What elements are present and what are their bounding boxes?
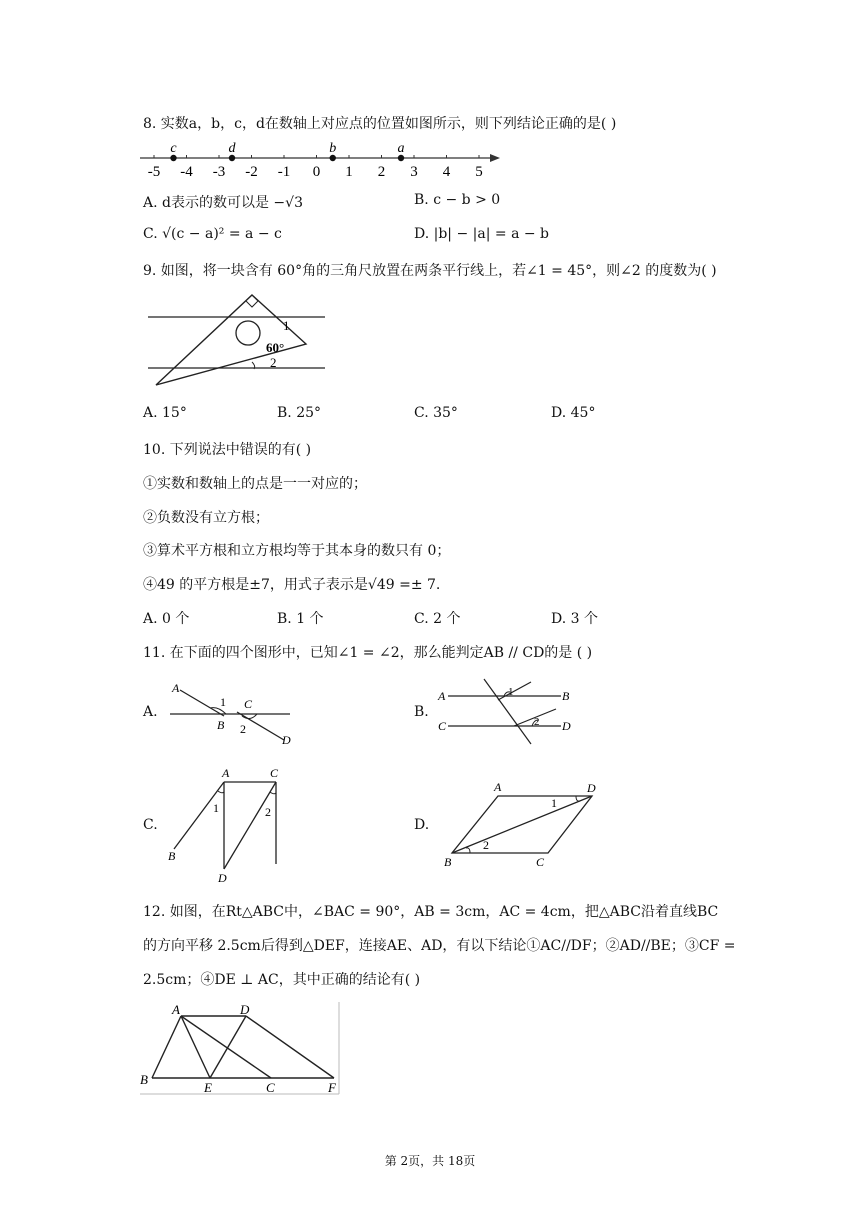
svg-text:D: D — [218, 871, 227, 885]
number-line-tick-label: -3 — [212, 164, 226, 180]
number-line-tick-label: -1 — [277, 164, 291, 180]
number-line-point-label-a: a — [397, 141, 405, 156]
q10-item-4: ④49 的平方根是±7，用式子表示是√49 =± 7. — [143, 577, 441, 593]
q10-item-3: ③算术平方根和立方根均等于其本身的数只有 0； — [143, 543, 451, 559]
q10-item-2: ②负数没有立方根； — [143, 510, 269, 526]
svg-text:2: 2 — [534, 716, 540, 728]
svg-text:1: 1 — [551, 796, 557, 810]
svg-text:A: A — [438, 689, 446, 703]
q10-stem: 10. 下列说法中错误的有( ) — [143, 442, 312, 458]
svg-text:1: 1 — [508, 686, 514, 698]
number-line-point-label-d: d — [228, 141, 236, 156]
svg-text:C: C — [266, 1080, 275, 1095]
q8-option-d: D. |b| − |a| = a − b — [414, 226, 550, 242]
svg-text:B: B — [168, 849, 176, 863]
q9-angle-60-label: 60° — [266, 340, 285, 355]
q11-stem: 11. 在下面的四个图形中，已知∠1 = ∠2，那么能判定AB // CD的是 ( ) — [143, 645, 593, 661]
number-line-tick-label: -4 — [180, 164, 193, 180]
q9-stem: 9. 如图，将一块含有 60°角的三角尺放置在两条平行线上，若∠1 = 45°，则∠2 的度数为( ) — [143, 263, 717, 279]
q10-item-1: ①实数和数轴上的点是一一对应的； — [143, 476, 367, 492]
q9-angle-1-label: 1 — [283, 318, 290, 333]
number-line-tick-label: 5 — [475, 164, 483, 180]
number-line-tick-label: 1 — [345, 164, 353, 180]
svg-text:F: F — [328, 1080, 336, 1095]
svg-text:D: D — [562, 719, 571, 733]
svg-text:1: 1 — [220, 695, 226, 709]
page-footer: 第 2页，共 18页 — [384, 1154, 476, 1168]
q11-figure-b — [436, 674, 581, 746]
svg-text:C: C — [244, 697, 253, 711]
svg-text:D: D — [240, 1002, 250, 1017]
q10-option-d: D. 3 个 — [551, 611, 598, 627]
q10-option-b: B. 1 个 — [277, 611, 324, 627]
q9-figure — [140, 290, 330, 390]
q11-option-b-label: B. — [414, 704, 429, 720]
number-line-tick-label: 4 — [442, 164, 451, 180]
q9-option-b: B. 25° — [277, 405, 322, 421]
svg-text:A: A — [494, 780, 502, 794]
q12-line-1: 12. 如图，在Rt△ABC中，∠BAC = 90°，AB = 3cm，AC = 4cm，把△ABC沿着直线BC — [143, 904, 719, 920]
number-line-point-label-b: b — [329, 141, 337, 156]
svg-text:2: 2 — [483, 838, 489, 852]
q9-angle-2-label: 2 — [270, 355, 277, 370]
svg-text:B: B — [140, 1072, 148, 1087]
q9-option-c: C. 35° — [414, 405, 458, 421]
svg-text:2: 2 — [240, 722, 246, 736]
svg-text:C: C — [270, 766, 279, 780]
q9-option-d: D. 45° — [551, 405, 596, 421]
svg-text:B: B — [217, 718, 225, 732]
q11-option-d-label: D. — [414, 817, 430, 833]
svg-text:D: D — [282, 733, 291, 746]
q12-figure — [138, 1000, 343, 1096]
number-line-arrow — [490, 154, 500, 162]
q11-option-a-label: A. — [143, 704, 158, 720]
q12-line-2: 的方向平移 2.5cm后得到△DEF，连接AE、AD，有以下结论①AC//DF；②AD//BE；③CF = — [143, 938, 736, 954]
svg-text:B: B — [562, 689, 570, 703]
svg-text:2: 2 — [265, 805, 271, 819]
number-line-tick-label: -5 — [147, 164, 161, 180]
number-line-tick-label: 2 — [377, 164, 386, 180]
svg-text:D: D — [587, 781, 596, 795]
q10-option-c: C. 2 个 — [414, 611, 461, 627]
q8-stem: 8. 实数a，b，c，d在数轴上对应点的位置如图所示，则下列结论正确的是( ) — [143, 116, 617, 132]
number-line-tick-label: 3 — [410, 164, 418, 180]
q12-line-3: 2.5cm；④DE ⊥ AC，其中正确的结论有( ) — [143, 972, 421, 988]
svg-text:C: C — [536, 855, 545, 869]
number-line-tick-label: -2 — [245, 164, 258, 180]
q8-option-a: A. d表示的数可以是 −√3 — [143, 195, 303, 211]
svg-text:E: E — [204, 1080, 212, 1095]
q9-option-a: A. 15° — [143, 405, 187, 421]
number-line-point-label-c: c — [170, 141, 177, 156]
q11-option-c-label: C. — [143, 817, 158, 833]
svg-text:A: A — [172, 1002, 180, 1017]
svg-text:B: B — [444, 855, 452, 869]
svg-text:A: A — [172, 681, 180, 695]
q8-option-b: B. c − b > 0 — [414, 192, 501, 208]
number-line-tick-label: 0 — [312, 164, 321, 180]
q11-figure-d — [440, 778, 605, 870]
svg-text:A: A — [222, 766, 230, 780]
q11-figure-c — [162, 764, 292, 886]
q10-option-a: A. 0 个 — [143, 611, 190, 627]
q11-figure-a — [162, 676, 297, 746]
q8-option-c: C. √(c − a)² = a − c — [143, 226, 282, 242]
q8-number-line — [138, 140, 503, 182]
svg-text:C: C — [438, 719, 447, 733]
svg-text:1: 1 — [213, 801, 219, 815]
